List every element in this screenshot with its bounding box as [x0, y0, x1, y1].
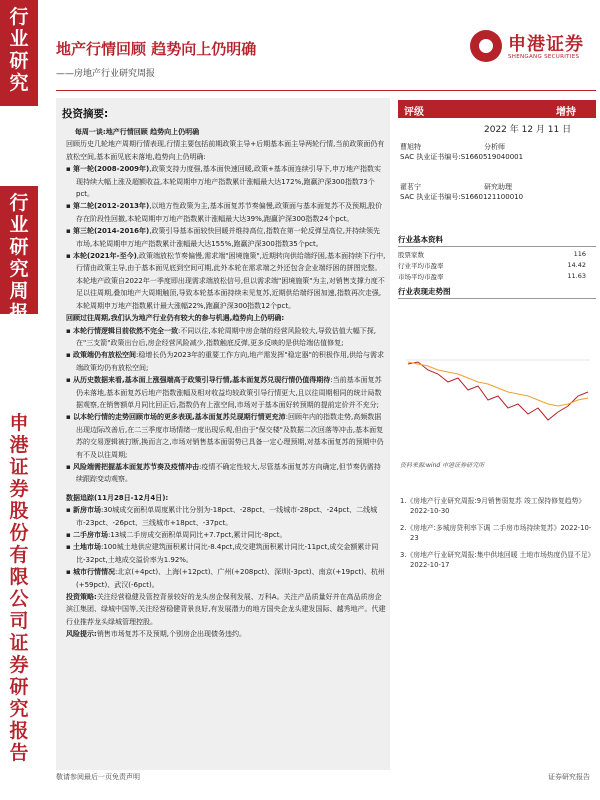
banner-char: 股 [9, 500, 29, 522]
bullet-head: 风险端需把握基本面复苏节奏及疫情冲击 [72, 462, 199, 471]
trend-title: 行业表现走势图 [398, 286, 596, 299]
analyst-license: SAC 执业证书编号:S1660121100010 [400, 193, 524, 201]
bullet-item [66, 250, 386, 312]
rating-label: 评级 [404, 107, 424, 118]
bullet-icon: ▪ [66, 413, 73, 422]
banner-char: 有 [9, 544, 29, 566]
risk-text: 销售市场复苏不及预期,个别房企出现债务违约。 [96, 630, 247, 639]
bullet-head: 第三轮(2014-2016年) [72, 227, 150, 236]
logo-mark-icon [470, 30, 502, 62]
bullet-item [66, 504, 386, 529]
stock-label: 行业平均市盈率 [398, 262, 444, 270]
bullet-icon: ▪ [66, 326, 73, 335]
stock-value: 11.63 [567, 272, 586, 280]
bullet-head: 第二轮(2012-2013年) [72, 202, 150, 211]
bullet-text: :疫情不确定性较大,尽管基本面复苏方向确定,但节奏仍需持续跟踪变动观察。 [76, 462, 381, 484]
banner-char: 研 [9, 676, 29, 698]
header-divider [56, 90, 596, 91]
bullet-head: 政策端仍有放松空间 [72, 351, 136, 360]
stock-value: 116 [573, 250, 586, 258]
related-report-link[interactable]: 2.《房地产:多城房贷利率下调 二手房市场持续复苏》2022-10-23 [400, 524, 592, 542]
banner-char: 证 [9, 456, 29, 478]
banner-char: 究 [9, 258, 29, 280]
stock-label: 股票家数 [398, 251, 424, 259]
banner-char: 业 [9, 214, 29, 236]
bullet-text: :回顾年内的指数走势,高频数据出现边际改善后,在二三季度市场情绪一度出现乐观,但由于"保交楼"及数据二次回落等冲击,基本面复苏的交易逻辑被打断,换而言之,市场对销售基本面弱势已具备一定心理预期,对基本面复苏的预期中仍有不及以往周期; [76, 413, 384, 459]
bullet-icon: ▪ [66, 543, 73, 552]
bullet-text: ,政策支持力度强,基本面快速回暖,政策+基本面连续引导下,申万地产指数实现持续大幅上涨及超额收益,本轮周期申万地产指数累计涨幅最大达172%,跑赢沪深300指数73个pct。 [76, 165, 382, 199]
chart-source: 资料来源:wind 申港证券研究所 [400, 462, 485, 469]
banner-char: 申 [9, 412, 29, 434]
bullet-icon: ▪ [66, 462, 73, 471]
rating-banner [398, 100, 596, 118]
bullet-text: :100城土地供应建筑面积累计同比-8.4pct,成交建筑面积累计同比-11pct,成交金额累计同比-32pct,土地成交溢价率为1.92%。 [76, 543, 379, 564]
intro-lead: 每周一谈: [74, 128, 106, 136]
bullet-item [66, 411, 386, 461]
banner-char: 份 [9, 522, 29, 544]
banner-weekly-report [0, 186, 38, 324]
bullet-text: ,以地方性政策为主,基本面复苏节奏偏慢,政策面与基本面复苏不及预期,股价存在阶段性回撤,本轮周期申万地产指数累计涨幅最大达39%,跑赢沪深300指数24个pct。 [76, 202, 383, 223]
review-text: 回顾过往周期,我们认为地产行业仍有较大的参与机遇,趋势向上仍明确: [66, 314, 285, 323]
report-title: 地产行情回顾 趋势向上仍明确 [56, 40, 257, 58]
bullet-text: :30城成交面积单周度累计比分别为-18pct、-28pct、一线城市-28pct、-24pct、二线城市-23pct、-26pct、三线城市+18pct、-37pct。 [76, 506, 378, 527]
banner-char: 证 [9, 632, 29, 654]
logo-cn-text: 申港证券 [508, 34, 584, 55]
bullet-head: 城市行情情况 [72, 568, 115, 577]
banner-char: 究 [9, 72, 29, 94]
banner-char: 告 [9, 742, 29, 764]
stock-row [398, 261, 596, 270]
bullet-text: ,政策端放松节奏偏慢,需求端"困境施策",近期转向供给端纾困,基本面持续下行中,行情由政策主导,由于基本面见底到空间可期,此外本轮在需求端之外还包含企业端纾困的拼图完整。本轮地产政策自2022年一季度即出现需求端放松信号,但以需求端"困境施策"为主,对销售支撑力度不足以往周期,叠加地产大周期触顶,导致本轮基本面持续未见复苏,近期供给端纾困加速,指数再次走强,本轮周期申万地产指数累计最大涨幅22%,跑赢沪深300指数12个pct。 [76, 252, 386, 310]
bullet-item [66, 374, 386, 411]
summary-title: 投资摘要: [62, 108, 109, 120]
bullet-item [66, 163, 386, 200]
bullet-head: 从历史数据来看,基本面上涨强端高于政策引导行情,基本面复苏兑现行情仍值得期待 [72, 376, 331, 385]
analyst-name: 曹旭特 [400, 143, 421, 151]
chart-line-index [408, 362, 588, 406]
footer-report-type: 证券研究报告 [548, 773, 590, 781]
bullet-icon: ▪ [66, 531, 73, 539]
bullet-item [66, 349, 386, 374]
analyst-license: SAC 执业证书编号:S1660519040001 [400, 153, 524, 161]
bullet-icon: ▪ [66, 376, 73, 385]
banner-char: 券 [9, 478, 29, 500]
banner-char: 行 [9, 192, 29, 214]
bullet-head: 第一轮(2008-2009年) [72, 165, 150, 174]
bullet-icon: ▪ [66, 351, 73, 360]
banner-char: 行 [9, 6, 29, 28]
intro-lead2: 地产行情回顾 趋势向上仍明确 [105, 128, 200, 136]
banner-char: 周 [9, 280, 29, 302]
analyst-role: 研究助理 [484, 183, 512, 191]
banner-char: 研 [9, 50, 29, 72]
bullet-icon: ▪ [66, 506, 73, 515]
bullet-item [66, 325, 386, 350]
bullet-text: :13城二手房成交面积单周同比+7.7pct,累计同比-8pct。 [107, 531, 287, 539]
bullet-item [66, 461, 386, 486]
bullet-head: 本轮行情逻辑目前依然不完全一致 [72, 326, 178, 335]
banner-char: 研 [9, 236, 29, 258]
risk-head: 风险提示: [66, 630, 97, 639]
banner-char: 报 [9, 302, 29, 324]
bullet-item [66, 200, 386, 225]
banner-char: 券 [9, 654, 29, 676]
bullet-head: 以本轮行情的走势回顾市场的更多表现,基本面复苏兑现期行情更充沛 [72, 413, 286, 422]
stock-row [398, 250, 596, 259]
bullet-item [66, 541, 386, 566]
bullet-text: :稳增长仍为2023年的重要工作方向,地产需发挥"稳定器"的积极作用,供给与需求端政策均仍有放松空间; [76, 351, 385, 372]
chart-line-industry [408, 362, 588, 420]
stock-value: 14.42 [567, 261, 586, 269]
banner-char: 究 [9, 698, 29, 720]
banner-char: 公 [9, 588, 29, 610]
logo-en-text: SHENGANG SECURITIES [508, 54, 580, 60]
advice-paragraph [66, 591, 386, 628]
banner-industry-research [0, 0, 38, 106]
bullet-head: 土地市场 [72, 543, 101, 552]
footer-disclaimer: 敬请参阅最后一页免责声明 [56, 773, 140, 781]
analyst-1 [400, 142, 523, 162]
analyst-name: 翟茗宁 [400, 183, 421, 191]
bullet-icon: ▪ [66, 227, 73, 236]
bullet-icon: ▪ [66, 202, 73, 211]
company-logo [470, 28, 595, 68]
analyst-role: 分析师 [484, 143, 505, 151]
stock-label: 市场平均市盈率 [398, 273, 444, 281]
summary-panel [56, 98, 390, 770]
risk-paragraph [66, 628, 386, 640]
stock-data-title: 行业基本资料 [398, 234, 596, 247]
banner-char: 限 [9, 566, 29, 588]
bullet-text: :不同以往,本轮周期中房企端的经营风险较大,导致估值大幅下探,在"三支箭"政策出台后,房企经营风险减少,指数触底反弹,更多反映的是供给端估值修复; [76, 326, 377, 347]
bullet-head: 新房市场 [72, 506, 101, 515]
banner-char: 港 [9, 434, 29, 456]
intro-text: 回顾历史几轮地产周期行情表现,行情主要包括前期政策主导+后期基本面主导两轮行情,当前政策面仍有放松空间,基本面见底未落地,趋势向上仍明确: [66, 140, 385, 161]
summary-body [66, 126, 386, 641]
report-subtitle: ——房地产行业研究周报 [56, 69, 156, 79]
related-reports [400, 496, 596, 577]
advice-text: 关注经营稳健及管控背景较好的龙头房企保利发展、万科A。关注产品质量好并在高品质房企滨江集团、绿城中国等,关注经营稳健背景良好,有发展潜力的地方国央企龙头建发国际、越秀地产。代建行业推荐龙头绿城管理控股。 [66, 593, 386, 626]
bullet-icon: ▪ [66, 568, 73, 577]
bullet-head: 本轮(2021年-至今) [72, 252, 137, 261]
trend-chart [400, 300, 594, 450]
bullet-icon: ▪ [66, 165, 73, 174]
bullet-item [66, 566, 386, 591]
advice-head: 投资策略: [66, 593, 97, 602]
intro-paragraph [66, 126, 386, 138]
related-report-link[interactable]: 1.《房地产行业研究周报:9月销售弱复苏 竣工保持修复趋势》2022-10-30 [400, 497, 586, 515]
banner-char: 业 [9, 28, 29, 50]
related-report-link[interactable]: 3.《房地产行业研究周报:集中供地回暖 土地市场热度仍显不足》2022-10-17 [400, 551, 595, 569]
bullet-text: :北京(+4pct)、上海(+12pct)、广州(+208pct)、深圳(-3pct)、南京(+19pct)、杭州(+59pct)、武汉(-6pct)。 [76, 568, 385, 589]
banner-company [0, 412, 38, 764]
bullet-text: ,政策引导基本面较快回暖并维持高位,指数在第一轮反弹呈高位,并持续领先市场,本轮周期申万地产指数累计涨幅最大达155%,跑赢沪深300指数35个pct。 [76, 227, 380, 248]
stock-row [398, 272, 596, 281]
analyst-2 [400, 182, 523, 202]
banner-char: 报 [9, 720, 29, 742]
bullet-item [66, 225, 386, 250]
left-banner [0, 0, 38, 800]
bullet-head: 二手房市场 [72, 531, 108, 539]
banner-char: 司 [9, 610, 29, 632]
data-title: 数据追踪(11月28日-12月4日): [66, 493, 169, 502]
bullet-text: :当前基本面复苏仍未落地,基本面复苏后地产指数涨幅及相对收益均较政策引导行情更大,且以往周期相同的统计局数据观察,在销售额单月同比回正后,指数仍有上涨空间,市场对于基本面好转预期的提前定价并不充分; [76, 376, 382, 409]
rating-value: 增持 [556, 107, 576, 118]
bullet-icon: ▪ [66, 252, 73, 261]
bullet-item [66, 529, 386, 541]
report-date: 2022 年 12 月 11 日 [484, 125, 572, 135]
